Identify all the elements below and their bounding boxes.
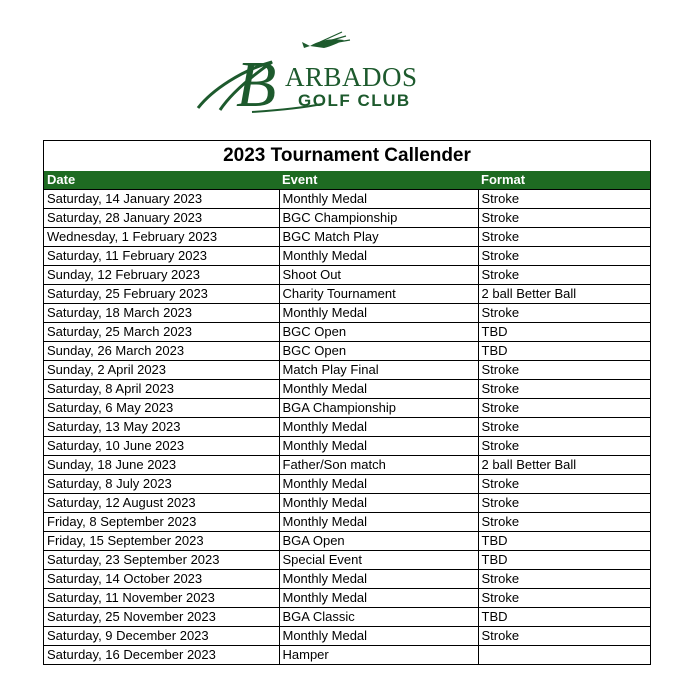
cell-event: Match Play Final [279, 361, 478, 380]
cell-event: BGA Classic [279, 608, 478, 627]
cell-date: Saturday, 16 December 2023 [44, 646, 279, 665]
cell-format: Stroke [478, 418, 650, 437]
cell-format: TBD [478, 342, 650, 361]
club-logo [192, 30, 452, 121]
cell-event: Hamper [279, 646, 478, 665]
logo-initial: B [236, 48, 277, 121]
cell-event: BGC Open [279, 323, 478, 342]
table-row [44, 437, 650, 456]
table-title: 2023 Tournament Callender [223, 145, 471, 166]
cell-date: Saturday, 11 November 2023 [44, 589, 279, 608]
table-row [44, 551, 650, 570]
cell-format: Stroke [478, 399, 650, 418]
cell-date: Friday, 8 September 2023 [44, 513, 279, 532]
cell-format: Stroke [478, 190, 650, 209]
tournament-table [43, 140, 651, 665]
cell-date: Saturday, 6 May 2023 [44, 399, 279, 418]
cell-format: Stroke [478, 570, 650, 589]
cell-date: Saturday, 18 March 2023 [44, 304, 279, 323]
cell-event: BGC Open [279, 342, 478, 361]
table-row [44, 532, 650, 551]
cell-date: Sunday, 26 March 2023 [44, 342, 279, 361]
cell-format: TBD [478, 608, 650, 627]
cell-date: Saturday, 11 February 2023 [44, 247, 279, 266]
cell-event: Monthly Medal [279, 380, 478, 399]
cell-event: Monthly Medal [279, 418, 478, 437]
cell-format: Stroke [478, 380, 650, 399]
table-row [44, 228, 650, 247]
cell-format: Stroke [478, 228, 650, 247]
table-row [44, 646, 650, 665]
table-row [44, 361, 650, 380]
cell-format: Stroke [478, 513, 650, 532]
cell-date: Saturday, 25 February 2023 [44, 285, 279, 304]
logo-subtitle: GOLF CLUB [298, 91, 411, 110]
cell-date: Saturday, 8 July 2023 [44, 475, 279, 494]
cell-event: BGC Championship [279, 209, 478, 228]
cell-format: 2 ball Better Ball [478, 285, 650, 304]
cell-event: Monthly Medal [279, 570, 478, 589]
header-row [44, 171, 650, 190]
cell-format: Stroke [478, 247, 650, 266]
table-row [44, 608, 650, 627]
table-row [44, 247, 650, 266]
cell-event: Special Event [279, 551, 478, 570]
table-row [44, 627, 650, 646]
cell-format: Stroke [478, 475, 650, 494]
cell-date: Sunday, 2 April 2023 [44, 361, 279, 380]
table-body [44, 190, 650, 665]
cell-event: Monthly Medal [279, 247, 478, 266]
table-row [44, 342, 650, 361]
cell-date: Wednesday, 1 February 2023 [44, 228, 279, 247]
cell-date: Sunday, 18 June 2023 [44, 456, 279, 475]
cell-event: BGA Open [279, 532, 478, 551]
cell-format: TBD [478, 323, 650, 342]
table-row [44, 266, 650, 285]
table-row [44, 285, 650, 304]
cell-format: Stroke [478, 627, 650, 646]
table-row [44, 589, 650, 608]
cell-format [478, 646, 650, 665]
cell-date: Friday, 15 September 2023 [44, 532, 279, 551]
table-row [44, 190, 650, 209]
cell-event: Monthly Medal [279, 513, 478, 532]
cell-date: Saturday, 14 January 2023 [44, 190, 279, 209]
cell-date: Saturday, 10 June 2023 [44, 437, 279, 456]
logo-name: ARBADOS [285, 62, 418, 92]
table-row [44, 380, 650, 399]
table-row [44, 570, 650, 589]
column-header-date: Date [44, 171, 279, 190]
table-row [44, 399, 650, 418]
cell-event: Shoot Out [279, 266, 478, 285]
table-row [44, 456, 650, 475]
cell-event: Monthly Medal [279, 190, 478, 209]
cell-format: Stroke [478, 304, 650, 323]
cell-date: Saturday, 8 April 2023 [44, 380, 279, 399]
cell-format: Stroke [478, 266, 650, 285]
cell-date: Saturday, 9 December 2023 [44, 627, 279, 646]
cell-date: Sunday, 12 February 2023 [44, 266, 279, 285]
cell-date: Saturday, 14 October 2023 [44, 570, 279, 589]
table-row [44, 494, 650, 513]
cell-event: Charity Tournament [279, 285, 478, 304]
cell-format: TBD [478, 551, 650, 570]
cell-format: Stroke [478, 209, 650, 228]
cell-event: Monthly Medal [279, 589, 478, 608]
table-row [44, 304, 650, 323]
cell-date: Saturday, 25 November 2023 [44, 608, 279, 627]
table-row [44, 418, 650, 437]
table-row [44, 323, 650, 342]
cell-format: Stroke [478, 361, 650, 380]
cell-format: Stroke [478, 494, 650, 513]
calendar-table [44, 171, 650, 664]
cell-event: Monthly Medal [279, 437, 478, 456]
cell-date: Saturday, 25 March 2023 [44, 323, 279, 342]
cell-event: BGA Championship [279, 399, 478, 418]
table-row [44, 209, 650, 228]
column-header-event: Event [279, 171, 478, 190]
cell-date: Saturday, 28 January 2023 [44, 209, 279, 228]
cell-format: Stroke [478, 589, 650, 608]
cell-format: TBD [478, 532, 650, 551]
cell-event: Monthly Medal [279, 494, 478, 513]
cell-format: 2 ball Better Ball [478, 456, 650, 475]
table-row [44, 475, 650, 494]
cell-event: Monthly Medal [279, 304, 478, 323]
cell-date: Saturday, 23 September 2023 [44, 551, 279, 570]
column-header-format: Format [478, 171, 650, 190]
cell-event: BGC Match Play [279, 228, 478, 247]
cell-date: Saturday, 12 August 2023 [44, 494, 279, 513]
cell-event: Monthly Medal [279, 475, 478, 494]
cell-date: Saturday, 13 May 2023 [44, 418, 279, 437]
cell-event: Monthly Medal [279, 627, 478, 646]
table-row [44, 513, 650, 532]
cell-format: Stroke [478, 437, 650, 456]
cell-event: Father/Son match [279, 456, 478, 475]
